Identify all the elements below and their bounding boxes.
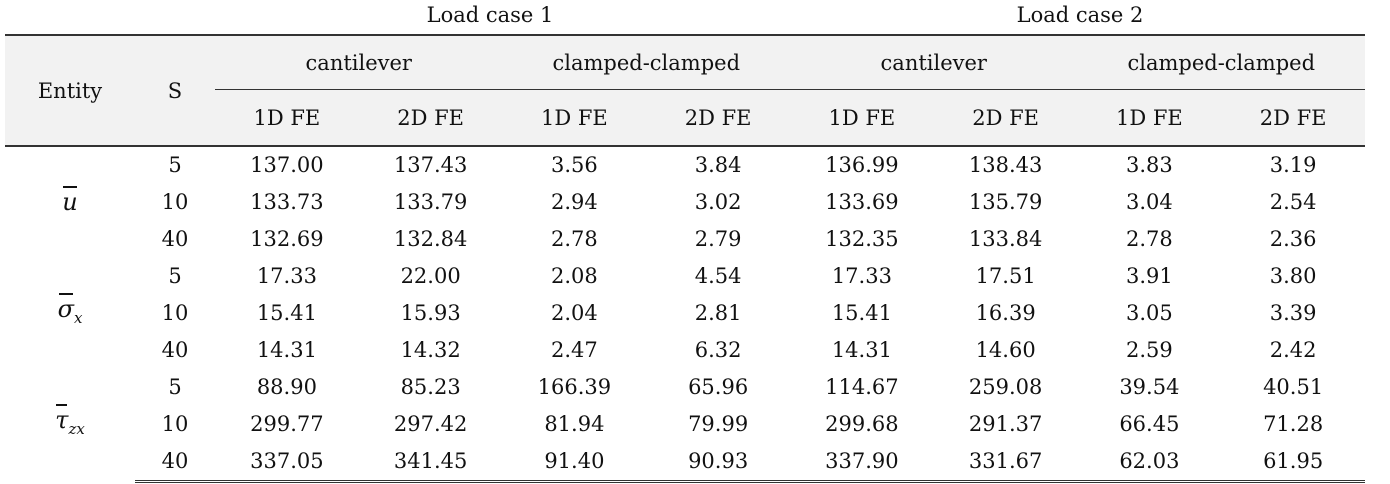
table-cell: 2.78 [1125,227,1173,251]
table-cell: 2.79 [694,227,742,251]
table-cell: 297.42 [393,412,468,436]
table-cell: 40.51 [1263,375,1324,399]
table-cell: 132.69 [250,227,324,251]
table-cell: 14.60 [975,338,1036,362]
table-cell: 3.19 [1269,153,1317,177]
s-cell: 40 [161,227,189,251]
table-cell: 4.54 [694,264,742,288]
table-cell: 90.93 [646,443,790,482]
group-header-cantilever-lc1: cantilever [215,35,503,90]
table-row [5,369,1365,406]
table-cell: 132.84 [393,227,468,251]
s-cell: 10 [161,190,189,214]
table-cell: 3.02 [694,190,742,214]
table-cell: 2.42 [1269,338,1317,362]
table-cell: 22.00 [400,264,461,288]
method-header: 2D FE [646,90,790,147]
table-cell: 17.33 [831,264,892,288]
table-cell: 291.37 [968,412,1043,436]
table-cell: 136.99 [825,153,899,177]
table-cell: 14.32 [400,338,461,362]
table-cell: 133.79 [393,190,468,214]
table-cell: 85.23 [400,375,461,399]
method-header: 2D FE [934,90,1078,147]
table-cell: 2.47 [550,338,598,362]
table-cell: 2.78 [550,227,598,251]
table-cell: 14.31 [831,338,892,362]
table-row [5,443,1365,482]
table-row [5,221,1365,258]
table-cell: 6.32 [694,338,742,362]
table-row [5,258,1365,295]
table-cell: 337.05 [215,443,359,482]
table-cell: 3.05 [1125,301,1173,325]
table-cell: 2.59 [1125,338,1173,362]
table-cell: 91.40 [503,443,647,482]
table-cell: 65.96 [688,375,749,399]
load-case-1-header: Load case 1 [426,3,554,27]
table-row [5,406,1365,443]
method-header: 1D FE [215,90,359,147]
table-cell: 2.08 [550,264,598,288]
table-cell: 133.84 [968,227,1043,251]
table-cell: 2.94 [550,190,598,214]
s-cell: 10 [161,301,189,325]
group-header-clamped-lc1: clamped-clamped [503,35,791,90]
s-cell: 5 [168,375,182,399]
method-header: 2D FE [1221,90,1365,147]
table-cell: 2.36 [1269,227,1317,251]
table-cell: 3.84 [694,153,742,177]
table-cell: 137.43 [393,153,468,177]
table-cell: 79.99 [688,412,749,436]
method-header: 1D FE [1078,90,1222,147]
table-cell: 39.54 [1119,375,1180,399]
table-cell: 2.04 [550,301,598,325]
table-row [5,184,1365,221]
table-cell: 3.04 [1125,190,1173,214]
s-cell: 40 [161,338,189,362]
table-cell: 331.67 [934,443,1078,482]
method-header: 1D FE [790,90,934,147]
table-cell: 17.51 [975,264,1036,288]
s-cell: 10 [161,412,189,436]
entity-header: Entity [5,35,135,146]
table-row [5,295,1365,332]
table-cell: 137.00 [250,153,324,177]
table-cell: 135.79 [968,190,1043,214]
load-case-2-header: Load case 2 [1016,3,1144,27]
table-cell: 2.81 [694,301,742,325]
table-cell: 133.73 [250,190,324,214]
table-cell: 3.56 [550,153,598,177]
s-cell: 5 [168,153,182,177]
table-cell: 132.35 [825,227,899,251]
group-header-clamped-lc2: clamped-clamped [1078,35,1366,90]
table-cell: 14.31 [256,338,317,362]
table-cell: 2.54 [1269,190,1317,214]
table-cell: 114.67 [825,375,899,399]
table-row [5,146,1365,184]
table-row [5,332,1365,369]
entity-tau-zx-bar: $\tau_{zx}$ [55,406,85,439]
table-cell: 3.83 [1125,153,1173,177]
table-cell: 15.93 [400,301,461,325]
method-header: 1D FE [503,90,647,147]
s-header: S [135,35,215,146]
table-cell: 299.77 [250,412,324,436]
group-header-cantilever-lc2: cantilever [790,35,1078,90]
table-cell: 71.28 [1263,412,1324,436]
table-cell: 61.95 [1221,443,1365,482]
table-cell: 337.90 [790,443,934,482]
header-row-groups [5,35,1365,90]
method-header: 2D FE [359,90,503,147]
table-cell: 299.68 [825,412,899,436]
table-cell: 66.45 [1119,412,1180,436]
entity-sigma-x-bar: $\sigma_x$ [57,294,83,327]
table-cell: 166.39 [537,375,612,399]
entity-u-bar: u [62,188,78,216]
table-cell: 133.69 [825,190,899,214]
table-cell: 88.90 [256,375,317,399]
table-cell: 62.03 [1078,443,1222,482]
table-cell: 3.80 [1269,264,1317,288]
table-cell: 259.08 [968,375,1043,399]
table-cell: 16.39 [975,301,1036,325]
table-cell: 3.91 [1125,264,1173,288]
table-cell: 81.94 [544,412,605,436]
table-cell: 138.43 [968,153,1043,177]
s-cell: 5 [168,264,182,288]
s-cell: 40 [135,443,215,482]
table-cell: 341.45 [359,443,503,482]
table-cell: 15.41 [831,301,892,325]
results-table [5,34,1365,483]
table-cell: 17.33 [256,264,317,288]
table-cell: 3.39 [1269,301,1317,325]
table-cell: 15.41 [256,301,317,325]
